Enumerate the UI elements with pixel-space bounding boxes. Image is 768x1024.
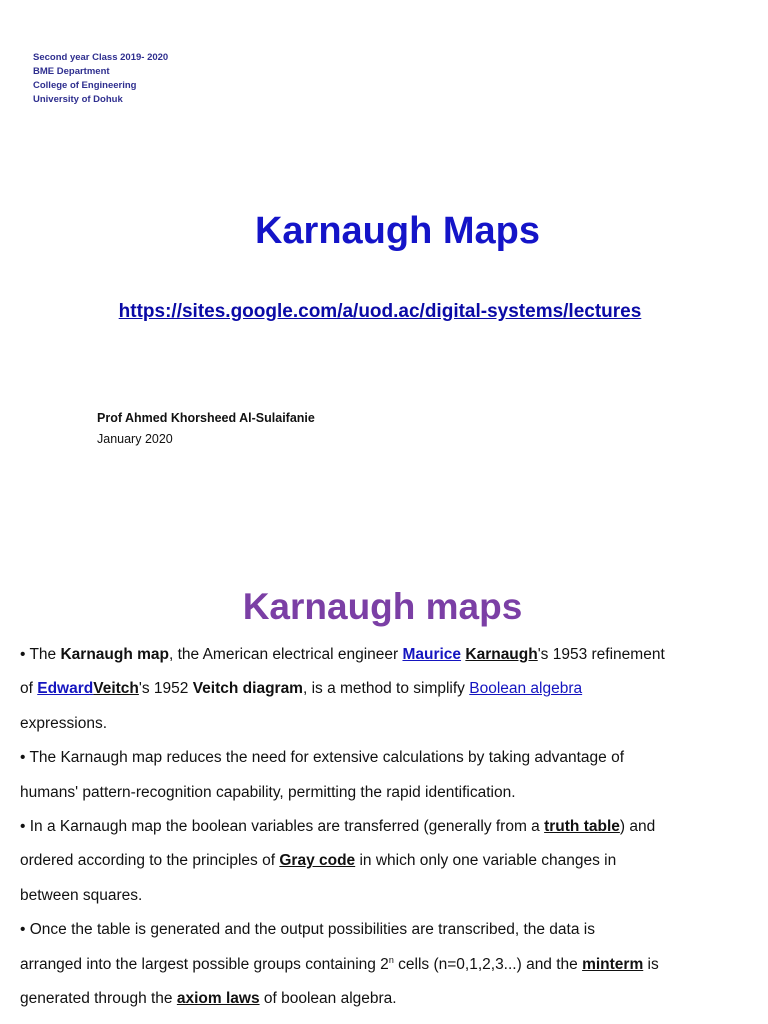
truth-table-term: truth table — [544, 818, 620, 836]
paragraph-2-line-2: humans' pattern-recognition capability, permitting the rapid identification. — [20, 783, 516, 801]
paragraph-3-line-1 — [20, 810, 760, 844]
superscript-n: n — [388, 954, 394, 965]
university-line: University of Dohuk — [33, 94, 123, 105]
content-slide — [0, 570, 768, 1024]
presentation-date: January 2020 — [97, 432, 173, 446]
paragraph-4-line-2 — [20, 948, 760, 982]
minterm-term: minterm — [582, 955, 644, 973]
text-run: , the American electrical engineer — [168, 646, 403, 663]
department-line: BME Department — [33, 66, 110, 77]
veitch-diagram-term: Veitch diagram — [192, 680, 303, 698]
paragraph-2-line-1: • The Karnaugh map reduces the need for extensive calculations by taking advantage of — [20, 749, 625, 767]
edward-link[interactable]: Edward — [37, 680, 94, 698]
course-info — [33, 51, 168, 107]
text-run: arranged into the largest possible groups containing 2 — [20, 955, 389, 973]
author-name: Prof Ahmed Khorsheed Al-Sulaifanie — [97, 411, 315, 425]
slide-title: Karnaugh Maps — [254, 210, 541, 252]
veitch-term: Veitch — [93, 680, 139, 698]
paragraph-3-line-2 — [20, 844, 760, 878]
section-title: Karnaugh maps — [242, 586, 523, 627]
slide-body — [20, 638, 760, 1016]
text-run: 's 1953 refinement — [537, 646, 665, 663]
gray-code-term: Gray code — [279, 852, 356, 870]
karnaugh-map-term: Karnaugh map — [60, 646, 169, 663]
text-run: of boolean algebra. — [259, 990, 397, 1008]
text-run: • In a Karnaugh map the boolean variables are transferred (generally from a — [20, 818, 545, 836]
paragraph-1-line-2 — [20, 672, 760, 706]
college-line: College of Engineering — [33, 80, 137, 91]
paragraph-3-line-3: between squares. — [20, 886, 143, 904]
class-line: Second year Class 2019- 2020 — [33, 52, 169, 63]
text-run: , is a method to simplify — [302, 680, 470, 698]
paragraph-4-line-1: • Once the table is generated and the output possibilities are transcribed, the data is — [20, 921, 595, 939]
text-run: ) and — [619, 818, 656, 836]
text-run: 's 1952 — [138, 680, 193, 698]
paragraph-1-line-3 — [20, 707, 760, 741]
paragraph-4-line-3 — [20, 982, 760, 1016]
axiom-laws-term: axiom laws — [176, 990, 260, 1008]
text-run: is — [643, 955, 659, 973]
lectures-link[interactable]: https://sites.google.com/a/uod.ac/digital-systems/lectures — [118, 301, 642, 322]
text-run: of — [20, 680, 38, 698]
karnaugh-term: Karnaugh — [465, 646, 538, 663]
text-run: in which only one variable changes in — [355, 852, 617, 870]
text-run: cells (n=0,1,2,3...) and the — [393, 955, 583, 973]
paragraph-1-line-1 — [20, 638, 760, 672]
text-run: expressions. — [20, 714, 108, 732]
boolean-algebra-link[interactable]: Boolean algebra — [469, 680, 583, 698]
text-run: ordered according to the principles of — [20, 852, 280, 870]
text-run: • The — [20, 646, 61, 663]
text-run: generated through the — [20, 990, 177, 1008]
maurice-link[interactable]: Maurice — [402, 646, 462, 663]
